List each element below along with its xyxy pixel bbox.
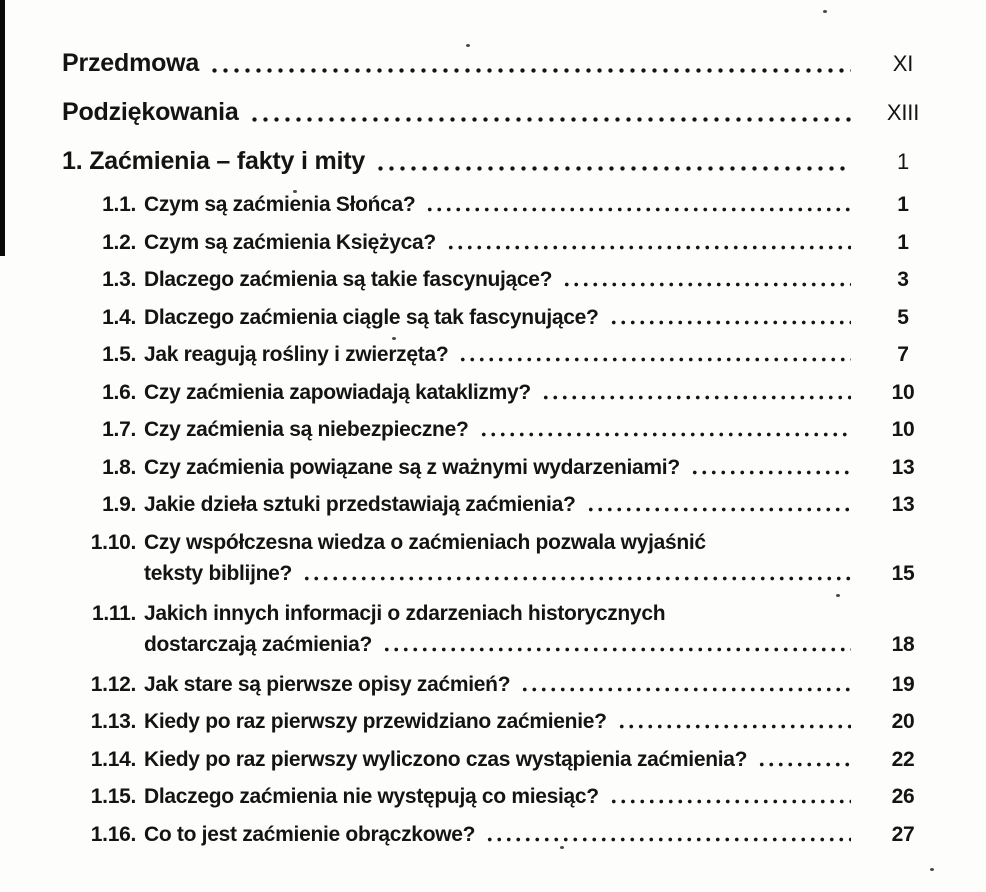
toc-chapter-entry (62, 146, 941, 177)
entry-page-number: 5 (897, 305, 909, 329)
entry-number: 1.4. (102, 305, 136, 329)
dot-leader (757, 748, 851, 772)
entry-page-number: 13 (891, 455, 915, 479)
scan-speck (930, 868, 934, 871)
dot-leader (458, 343, 851, 367)
entry-page-number: 10 (891, 418, 915, 441)
toc-front-entry-przedmowa (62, 48, 941, 79)
entry-number: 1.6. (102, 380, 136, 404)
entry-page-number: 13 (891, 493, 915, 516)
entry-number: 1.16. (90, 822, 136, 846)
entry-page-number: 19 (891, 672, 915, 696)
front-entry-page-number: XI (892, 51, 914, 76)
toc-entry (78, 673, 941, 697)
toc-entry (78, 823, 941, 847)
entry-title: Kiedy po raz pierwszy wyliczono czas wystąpienia zaćmienia? (144, 747, 748, 771)
entry-page-number: 26 (891, 785, 915, 808)
entry-title: Jak stare są pierwsze opisy zaćmień? (144, 672, 511, 696)
entry-number: 1.10. (90, 530, 136, 554)
entry-title-line2-row (144, 633, 941, 657)
front-entry-title: Przedmowa (62, 49, 200, 77)
entry-number: 1.9. (102, 493, 136, 516)
entry-title-line1: Czy współczesna wiedza o zaćmieniach pozwala wyjaśnić (144, 530, 706, 554)
toc-entry (78, 785, 941, 809)
entry-number: 1.1. (102, 193, 136, 216)
dot-leader (562, 268, 851, 292)
scan-speck (560, 846, 564, 849)
chapter-title: 1. Zaćmienia – fakty i mity (62, 147, 366, 175)
entry-page-number: 3 (897, 268, 909, 291)
entry-title: Czy zaćmienia powiązane są z ważnymi wydarzeniami? (144, 455, 680, 479)
dot-leader (541, 381, 851, 405)
entry-title: Co to jest zaćmienie obrączkowe? (144, 822, 476, 846)
entry-number: 1.13. (90, 710, 136, 733)
dot-leader (382, 633, 851, 657)
entry-title: Kiedy po raz pierwszy przewidziano zaćmienie? (144, 710, 607, 733)
toc-entry (78, 418, 941, 442)
entry-title-wrap (144, 602, 941, 657)
entry-title-line2-row (144, 562, 941, 586)
entry-title: Czy zaćmienia są niebezpieczne? (144, 418, 469, 441)
entry-title-line2: teksty biblijne? (144, 561, 293, 585)
entry-page-number: 15 (891, 561, 915, 585)
dot-leader (485, 823, 851, 847)
toc-entry (78, 456, 941, 480)
entry-title: Czym są zaćmienia Księżyca? (144, 230, 436, 254)
entry-number: 1.5. (102, 343, 136, 366)
toc-front-entry-podziekowania (62, 97, 941, 128)
entry-title: Dlaczego zaćmienia są takie fascynujące? (144, 268, 553, 291)
entry-page-number: 20 (891, 710, 915, 733)
entry-page-number: 22 (891, 747, 915, 771)
toc-entry (78, 493, 941, 517)
entry-number: 1.15. (90, 785, 136, 808)
dot-leader (249, 97, 851, 128)
dot-leader (302, 562, 851, 586)
entry-title-line2: dostarczają zaćmienia? (144, 632, 372, 656)
entry-number: 1.12. (90, 672, 136, 696)
toc-entry (78, 231, 941, 255)
toc-entry (78, 193, 941, 217)
dot-leader (425, 193, 851, 217)
dot-leader (479, 418, 852, 442)
entry-number: 1.2. (102, 230, 136, 254)
entry-number: 1.14. (90, 747, 136, 771)
dot-leader (209, 48, 851, 79)
toc-entry (78, 531, 941, 586)
entry-number: 1.3. (102, 268, 136, 291)
entry-title: Jakie dzieła sztuki przedstawiają zaćmienia? (144, 493, 576, 516)
toc-entry (78, 710, 941, 734)
toc-entry (78, 381, 941, 405)
toc-entry (78, 306, 941, 330)
entry-page-number: 10 (891, 380, 915, 404)
scan-artifact-line (0, 0, 5, 256)
dot-leader (586, 493, 852, 517)
dot-leader (617, 710, 851, 734)
toc-entry (78, 268, 941, 292)
dot-leader (609, 306, 851, 330)
entry-page-number: 7 (897, 343, 909, 366)
entry-number: 1.8. (102, 455, 136, 479)
dot-leader (609, 785, 851, 809)
scan-speck (293, 190, 297, 193)
entry-title-wrap (144, 531, 941, 586)
entry-title: Czym są zaćmienia Słońca? (144, 193, 416, 216)
scan-speck (836, 594, 840, 597)
entry-number: 1.11. (91, 601, 136, 625)
toc-entry (78, 343, 941, 367)
entry-page-number: 18 (891, 632, 915, 656)
dot-leader (446, 231, 851, 255)
entry-title: Czy zaćmienia zapowiadają kataklizmy? (144, 380, 531, 404)
toc-entry (78, 602, 941, 657)
entry-title: Dlaczego zaćmienia ciągle są tak fascynujące? (144, 305, 599, 329)
scan-speck (392, 337, 396, 340)
entry-title: Jak reagują rośliny i zwierzęta? (144, 343, 449, 366)
entry-page-number: 1 (897, 230, 909, 254)
front-entry-page-number: XIII (886, 100, 920, 125)
dot-leader (520, 673, 851, 697)
entry-title-line1: Jakich innych informacji o zdarzeniach historycznych (144, 601, 666, 625)
dot-leader (690, 456, 851, 480)
dot-leader (375, 146, 851, 177)
scan-speck (823, 10, 827, 13)
entry-title: Dlaczego zaćmienia nie występują co miesiąc? (144, 785, 599, 808)
entry-page-number: 1 (897, 193, 909, 216)
scan-speck (466, 44, 470, 47)
entry-number: 1.7. (102, 418, 136, 441)
front-entry-title: Podziękowania (62, 98, 239, 126)
entry-page-number: 27 (891, 822, 915, 846)
chapter-page-number: 1 (896, 149, 910, 174)
toc-entry (78, 748, 941, 772)
